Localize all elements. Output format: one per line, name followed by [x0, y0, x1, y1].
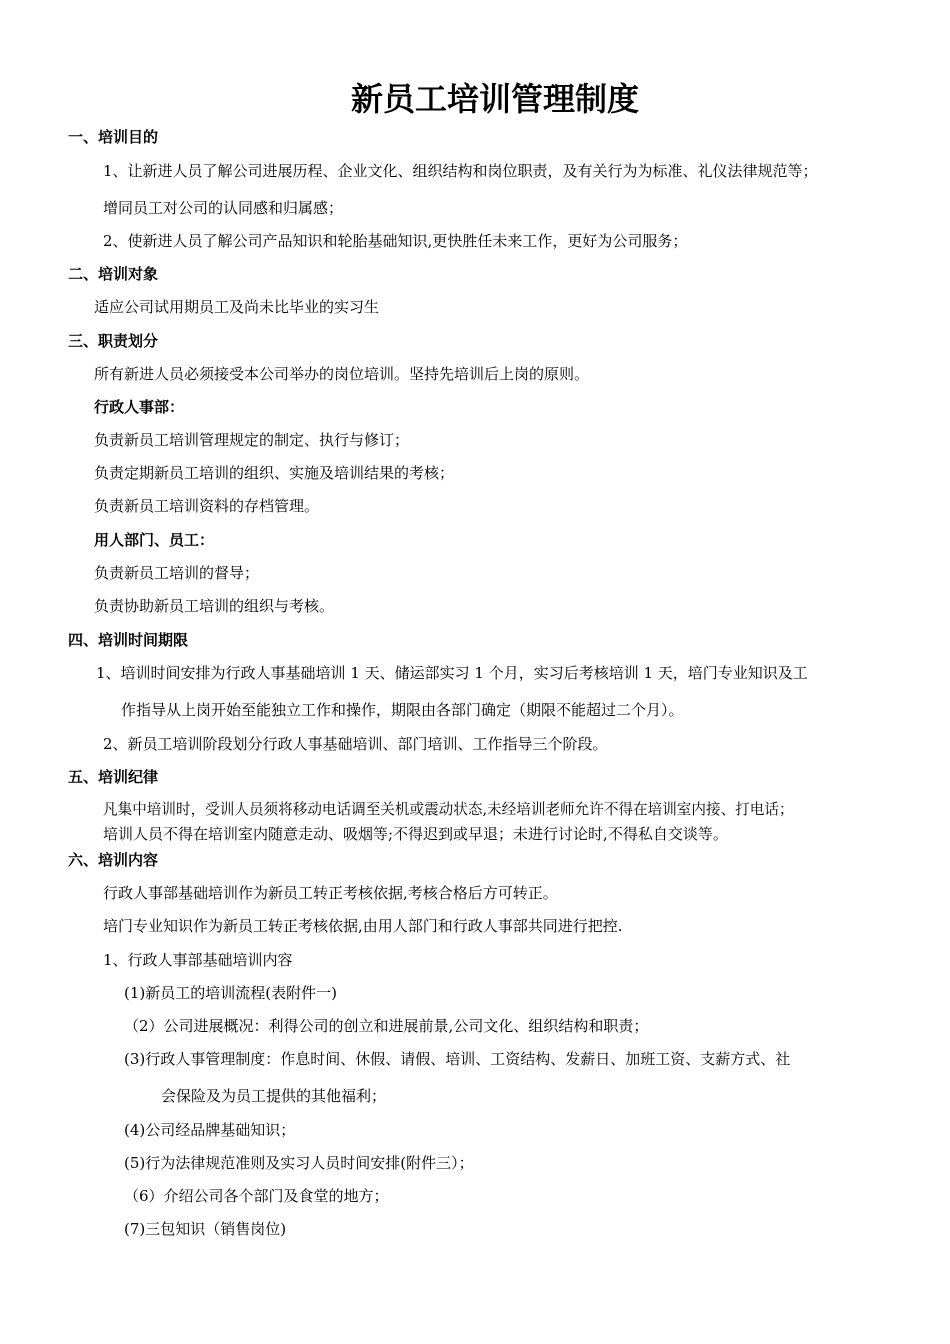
paragraph-line: 所有新进人员必须接受本公司举办的岗位培训。坚持先培训后上岗的原则。 — [94, 365, 590, 383]
list-item: (4)公司经品牌基础知识； — [124, 1121, 296, 1139]
section-heading-duration: 四、培训时间期限 — [68, 631, 189, 649]
section-heading-purpose: 一、培训目的 — [68, 128, 159, 146]
paragraph-line: 负责新员工培训管理规定的制定、执行与修订； — [94, 431, 410, 449]
paragraph-line: 凡集中培训时，受训人员须将移动电话调至关机或震动状态,未经培训老师允许不得在培训室内接、打电话； — [103, 801, 794, 818]
paragraph-line: 1、行政人事部基础培训内容 — [103, 951, 293, 969]
document-title: 新员工培训管理制度 — [350, 80, 639, 118]
paragraph-line: 负责新员工培训的督导； — [94, 564, 260, 582]
section-heading-target: 二、培训对象 — [68, 265, 159, 283]
paragraph-line: 1、培训时间安排为行政人事基础培训 1 天、储运部实习 1 个月，实习后考核培训 1 天，培门专业知识及工 — [96, 664, 808, 682]
paragraph-line: 增同员工对公司的认同感和归属感； — [103, 199, 344, 217]
section-heading-content: 六、培训内容 — [68, 851, 159, 869]
list-item: (1)新员工的培训流程(表附件一) — [124, 984, 337, 1002]
paragraph-line: 适应公司试用期员工及尚未比毕业的实习生 — [94, 298, 380, 316]
section-heading-responsibilities: 三、职责划分 — [68, 332, 159, 350]
subheading-admin-dept: 行政人事部： — [94, 398, 185, 416]
list-item: （6）介绍公司各个部门及食堂的地方； — [124, 1187, 389, 1205]
list-item: (7)三包知识（销售岗位) — [124, 1220, 287, 1238]
subheading-employing-dept: 用人部门、员工： — [94, 531, 215, 549]
paragraph-line: 2、使新进人员了解公司产品知识和轮胎基础知识,更快胜任未来工作，更好为公司服务； — [103, 232, 688, 250]
section-heading-discipline: 五、培训纪律 — [68, 768, 159, 786]
paragraph-line: 行政人事部基础培训作为新员工转正考核依据,考核合格后方可转正。 — [103, 884, 558, 902]
paragraph-line: 负责定期新员工培训的组织、实施及培训结果的考核； — [94, 464, 455, 482]
list-item: (5)行为法律规范准则及实习人员时间安排(附件三）； — [124, 1154, 474, 1172]
paragraph-line: 培门专业知识作为新员工转正考核依据,由用人部门和行政人事部共同进行把控. — [103, 917, 623, 935]
list-item: （2）公司进展概况：利得公司的创立和进展前景,公司文化、组织结构和职责； — [124, 1017, 649, 1035]
paragraph-line: 1、让新进人员了解公司进展历程、企业文化、组织结构和岗位职责，及有关行为为标准、礼仪法律规范等； — [103, 162, 818, 180]
paragraph-line: 负责新员工培训资料的存档管理。 — [94, 497, 320, 515]
paragraph-line: 2、新员工培训阶段划分行政人事基础培训、部门培训、工作指导三个阶段。 — [103, 735, 608, 753]
list-item: (3)行政人事管理制度：作息时间、休假、请假、培训、工资结构、发薪日、加班工资、支薪方式、社 — [124, 1050, 791, 1068]
paragraph-line: 负责协助新员工培训的组织与考核。 — [94, 597, 335, 615]
list-item-continuation: 会保险及为员工提供的其他福利； — [161, 1087, 387, 1105]
paragraph-line: 培训人员不得在培训室内随意走动、吸烟等;不得迟到或早退；未进行讨论时,不得私自交谈等。 — [103, 825, 728, 843]
paragraph-line: 作指导从上岗开始至能独立工作和操作，期限由各部门确定（期限不能超过二个月）。 — [121, 701, 684, 719]
